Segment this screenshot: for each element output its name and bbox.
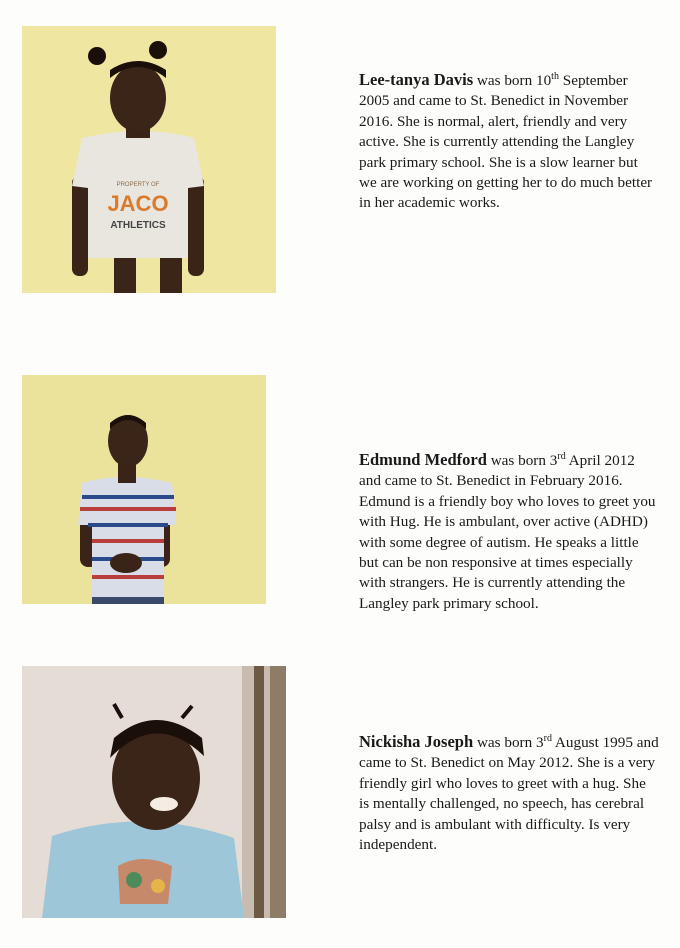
bio-lee-tanya-davis xyxy=(359,70,659,214)
born-prefix: was born 10 xyxy=(473,72,552,89)
name-nickisha-joseph: Nickisha Joseph xyxy=(359,732,474,751)
photo-edmund-medford xyxy=(22,375,266,604)
photo-lee-tanya-davis xyxy=(22,26,276,293)
photo-nickisha-joseph xyxy=(22,666,286,918)
bio-edmund-medford xyxy=(359,450,659,614)
bio-text: September 2005 and came to St. Benedict in November 2016. She is normal, alert, friendly and very active. She is currently attending the Langley park primary school. She is a slow learner but we are working on getting her to do much better in her academic works. xyxy=(359,72,653,212)
bio-text: April 2012 and came to St. Benedict in February 2016. Edmund is a friendly boy who loves to greet you with Hug. He is ambulant, over active (ADHD) with some degree of autism. He speaks a little but can be non responsive at times especially with strangers. He is currently attending the Langley park primary school. xyxy=(359,452,656,612)
name-edmund-medford: Edmund Medford xyxy=(359,450,487,469)
bio-text: August 1995 and came to St. Benedict on May 2012. She is a very friendly girl who loves to greet with a hug. She is mentally challenged, no speech, has cerebral palsy and is ambulant with difficulty. Is very independent. xyxy=(359,734,659,854)
shirt-print-line2: JACO xyxy=(107,191,169,216)
shirt-print-line1: PROPERTY OF xyxy=(116,182,160,188)
shirt-print-line3: ATHLETICS xyxy=(110,220,166,231)
name-lee-tanya-davis: Lee-tanya Davis xyxy=(359,70,474,89)
born-prefix: was born 3 xyxy=(473,734,544,751)
born-suffix: th xyxy=(551,70,559,82)
bio-nickisha-joseph xyxy=(359,732,659,855)
born-suffix: rd xyxy=(557,450,566,462)
born-prefix: was born 3 xyxy=(486,452,558,469)
born-suffix: rd xyxy=(543,732,552,744)
